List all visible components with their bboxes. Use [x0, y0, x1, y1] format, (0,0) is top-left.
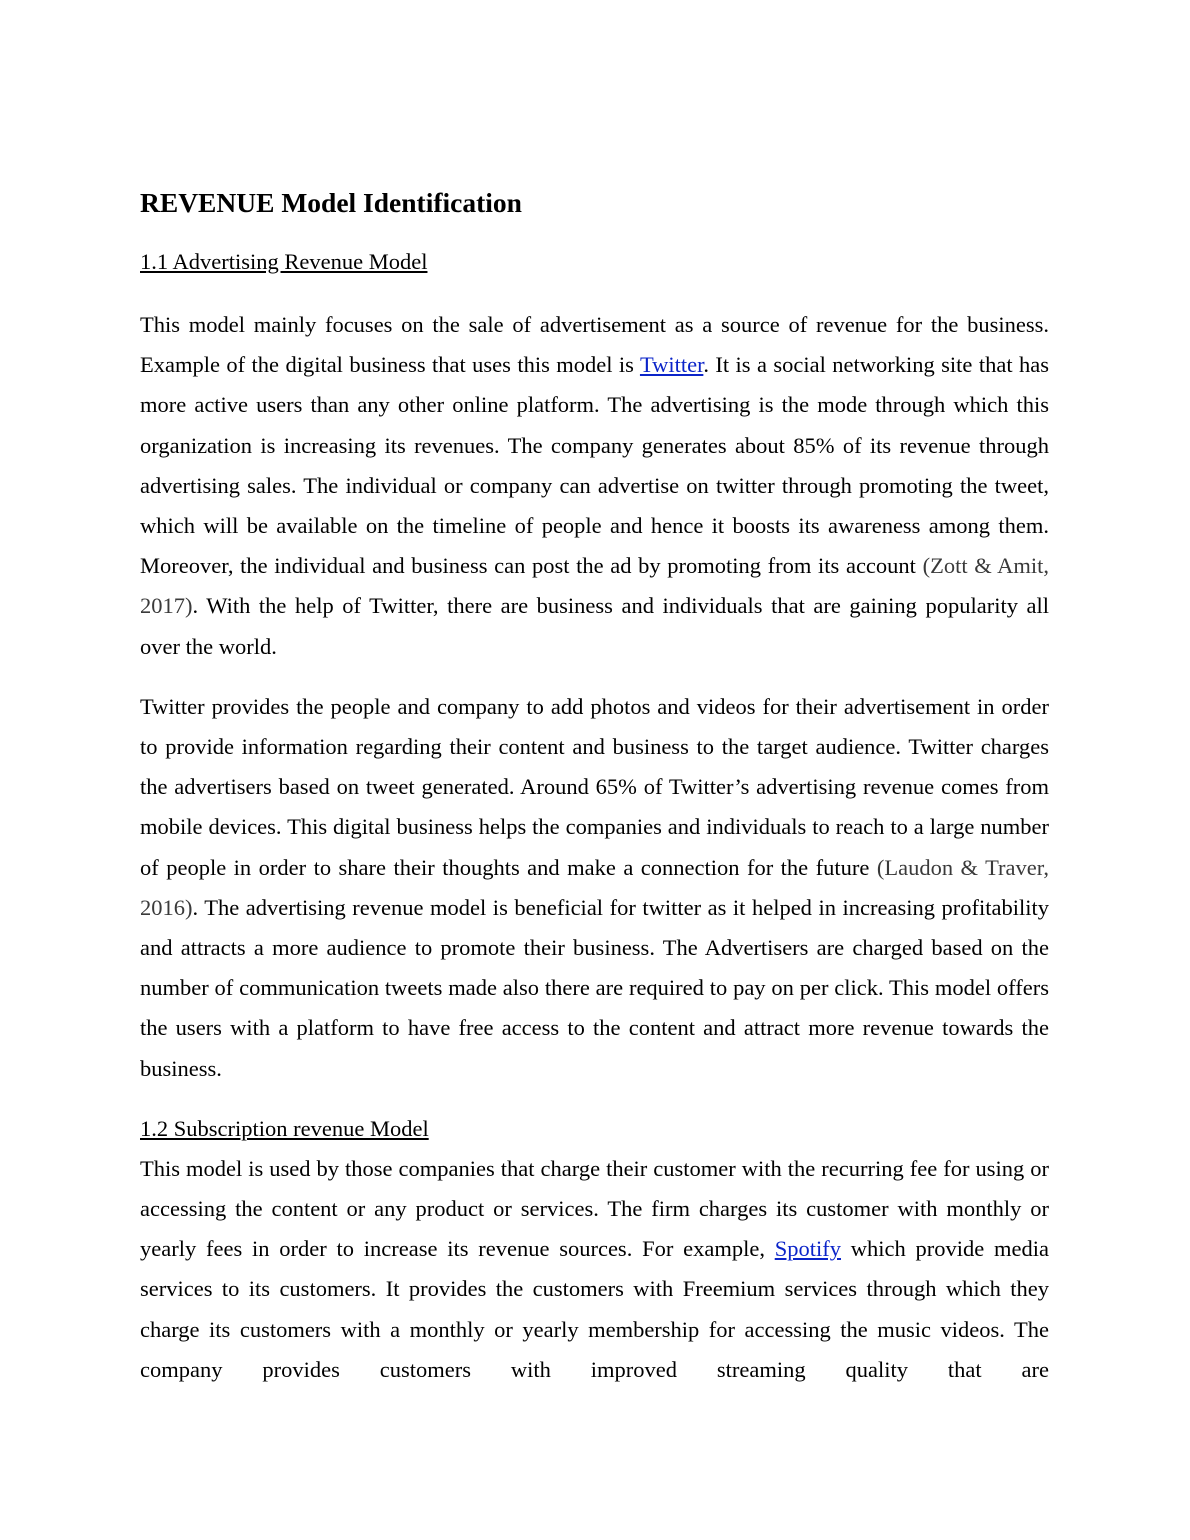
citation-laudon-traver: (Laudon & Traver, 2016) — [140, 854, 1049, 920]
section-heading-subscription: 1.2 Subscription revenue Model — [140, 1115, 429, 1141]
paragraph-text: Twitter provides the people and company to add photos and videos for their advertisement in order to provide information regarding their content and business to the target audience. Twitter charges the advertisers based on tweet generated. Around 65% of Twitter’s advertising revenue comes from mobile devices. This digital business helps the companies and individuals to reach to a large number of people in order to share their thoughts and make a connection for the future — [140, 693, 1049, 880]
document-page — [140, 183, 1049, 1390]
paragraph-text: This model is used by those companies that charge their customer with the recurring fee for using or accessing the content or any product or services. The firm charges its customer with monthly or yearly fees in order to increase its revenue sources. For example, — [140, 1155, 1049, 1262]
spotify-link[interactable]: Spotify — [774, 1236, 841, 1262]
section-heading-advertising: 1.1 Advertising Revenue Model — [140, 249, 428, 274]
citation-zott-amit: (Zott & Amit, 2017) — [140, 553, 1049, 619]
paragraph-text: . It is a social networking site that has more active users than any other online platform. The advertising is the mode through which this organization is increasing its revenues. The company generates about 85% of its revenue through advertising sales. The individual or company can advertise on twitter through promoting the tweet, which will be available on the timeline of people and hence it boosts its awareness among them. Moreover, the individual and business can post the ad by promoting from its account — [140, 352, 1049, 579]
document-title: REVENUE Model Identification — [140, 187, 522, 218]
paragraph-advertising-1 — [140, 305, 1049, 667]
paragraph-advertising-2 — [140, 687, 1049, 1089]
paragraph-text: . The advertising revenue model is beneficial for twitter as it helped in increasing profitability and attracts a more audience to promote their business. The Advertisers are charged based on the number of communication tweets made also there are required to pay on per click. This model offers the users with a platform to have free access to the content and attract more revenue towards the business. — [140, 894, 1049, 1081]
paragraph-text: which provide media services to its customers. It provides the customers with Freemium services through which they charge its customers with a monthly or yearly membership for accessing the music videos. The company provides customers with improved streaming quality that are — [140, 1236, 1049, 1382]
paragraph-subscription-1 — [140, 1149, 1049, 1390]
paragraph-text: . With the help of Twitter, there are business and individuals that are gaining popularity all over the world. — [140, 593, 1049, 659]
twitter-link[interactable]: Twitter — [639, 352, 704, 378]
paragraph-text: This model mainly focuses on the sale of advertisement as a source of revenue for the business. Example of the digital business that uses this model is — [140, 312, 1049, 378]
